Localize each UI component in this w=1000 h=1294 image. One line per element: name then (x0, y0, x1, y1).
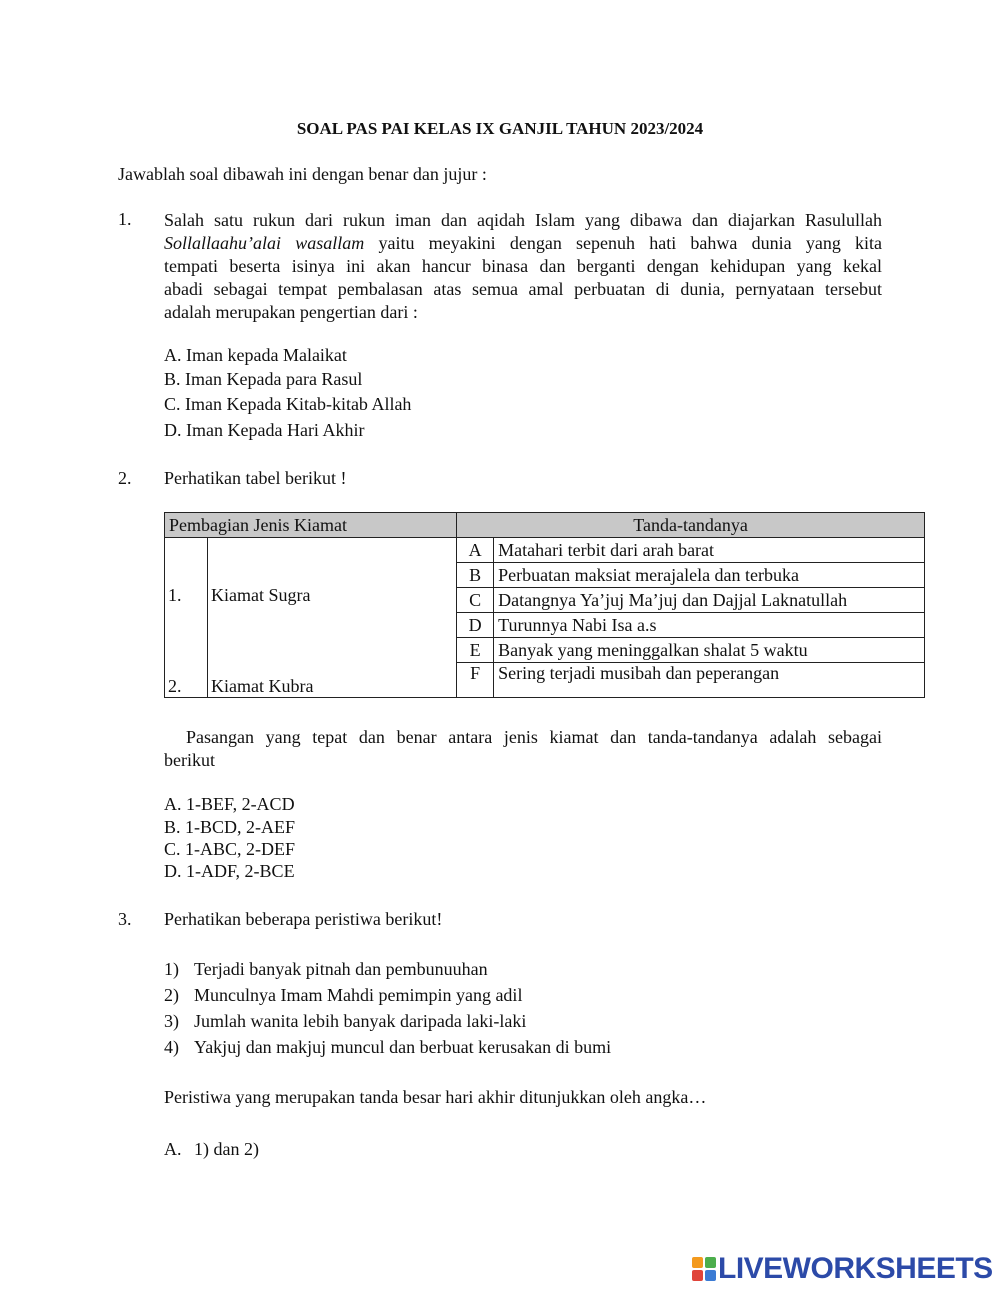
sign-letter: F (457, 663, 494, 698)
event-text: Jumlah wanita lebih banyak daripada laki-laki (194, 1011, 527, 1031)
liveworksheets-logo-icon (692, 1257, 716, 1281)
sign-text: Perbuatan maksiat merajalela dan terbuka (494, 563, 925, 588)
type-2-number: 2. (168, 676, 182, 696)
question-3-prompt: Perhatikan beberapa peristiwa berikut! (164, 909, 443, 929)
question-1-line: Salah satu rukun dari rukun iman dan aqidah Islam yang dibawa dan diajarkan Rasulullah (164, 210, 882, 230)
question-1-line: adalah merupakan pengertian dari : (164, 302, 418, 322)
question-2-text (164, 726, 882, 772)
question-1-option-a[interactable]: A. Iman kepada Malaikat (164, 345, 347, 365)
honorific-italic: Sollallaahu’alai wasallam (164, 233, 365, 253)
type-1-number: 1. (168, 585, 182, 605)
sign-letter: D (457, 613, 494, 638)
instructions: Jawablah soal dibawah ini dengan benar dan jujur : (118, 164, 487, 184)
event-number: 3) (164, 1011, 179, 1031)
liveworksheets-logo (692, 1252, 993, 1286)
event-number: 4) (164, 1037, 179, 1057)
type-2-name: Kiamat Kubra (211, 676, 314, 696)
question-1-option-b[interactable]: B. Iman Kepada para Rasul (164, 369, 363, 389)
event-text: Yakjuj dan makjuj muncul dan berbuat kerusakan di bumi (194, 1037, 612, 1057)
sign-text: Datangnya Ya’juj Ma’juj dan Dajjal Laknatullah (494, 588, 925, 613)
sign-text: Matahari terbit dari arah barat (494, 538, 925, 563)
question-2-line: Pasangan yang tepat dan benar antara jenis kiamat dan tanda-tandanya adalah sebagai (186, 727, 882, 747)
sign-text: Sering terjadi musibah dan peperangan (494, 663, 925, 698)
sign-letter: E (457, 638, 494, 663)
question-3-option-a[interactable]: 1) dan 2) (194, 1139, 259, 1159)
question-2-option-b[interactable]: B. 1-BCD, 2-AEF (164, 817, 296, 837)
kiamat-table (164, 512, 925, 698)
question-2-prompt: Perhatikan tabel berikut ! (164, 468, 347, 488)
event-text: Munculnya Imam Mahdi pemimpin yang adil (194, 985, 523, 1005)
question-2-line: berikut (164, 750, 215, 770)
table-header-row (165, 513, 925, 538)
header-jenis-kiamat: Pembagian Jenis Kiamat (165, 513, 457, 538)
question-1-text (164, 209, 882, 324)
question-3-number: 3. (118, 909, 132, 929)
type-name-cell (208, 538, 457, 698)
event-number: 2) (164, 985, 179, 1005)
question-1-number: 1. (118, 209, 132, 229)
question-3-question: Peristiwa yang merupakan tanda besar hari akhir ditunjukkan oleh angka… (164, 1087, 707, 1107)
question-2-option-d[interactable]: D. 1-ADF, 2-BCE (164, 861, 295, 881)
question-2-option-a[interactable]: A. 1-BEF, 2-ACD (164, 794, 295, 814)
type-1-name: Kiamat Sugra (211, 585, 311, 605)
question-1-line (164, 232, 882, 255)
document-title: SOAL PAS PAI KELAS IX GANJIL TAHUN 2023/2024 (296, 119, 704, 138)
question-3-option-a-letter[interactable]: A. (164, 1139, 182, 1159)
sign-text: Turunnya Nabi Isa a.s (494, 613, 925, 638)
question-1-option-d[interactable]: D. Iman Kepada Hari Akhir (164, 420, 365, 440)
question-1-line: tempati beserta isinya ini akan hancur binasa dan berganti dengan kehidupan yang kekal (164, 256, 882, 276)
table-row (165, 538, 925, 563)
type-number-cell (165, 538, 208, 698)
event-text: Terjadi banyak pitnah dan pembunuuhan (194, 959, 488, 979)
liveworksheets-wordmark: LIVEWORKSHEETS (718, 1252, 993, 1285)
question-1-option-c[interactable]: C. Iman Kepada Kitab-kitab Allah (164, 394, 412, 414)
sign-letter: C (457, 588, 494, 613)
question-1-line-rest: yaitu meyakini dengan sepenuh hati bahwa dunia yang kita (378, 233, 883, 253)
question-2-option-c[interactable]: C. 1-ABC, 2-DEF (164, 839, 296, 859)
sign-letter: B (457, 563, 494, 588)
header-tanda-tandanya: Tanda-tandanya (457, 513, 925, 538)
sign-letter: A (457, 538, 494, 563)
question-1-line: abadi sebagai tempat pembalasan atas semua amal perbuatan di dunia, pernyataan tersebut (164, 279, 882, 299)
question-2-number: 2. (118, 468, 132, 488)
sign-text: Banyak yang meninggalkan shalat 5 waktu (494, 638, 925, 663)
event-number: 1) (164, 959, 179, 979)
